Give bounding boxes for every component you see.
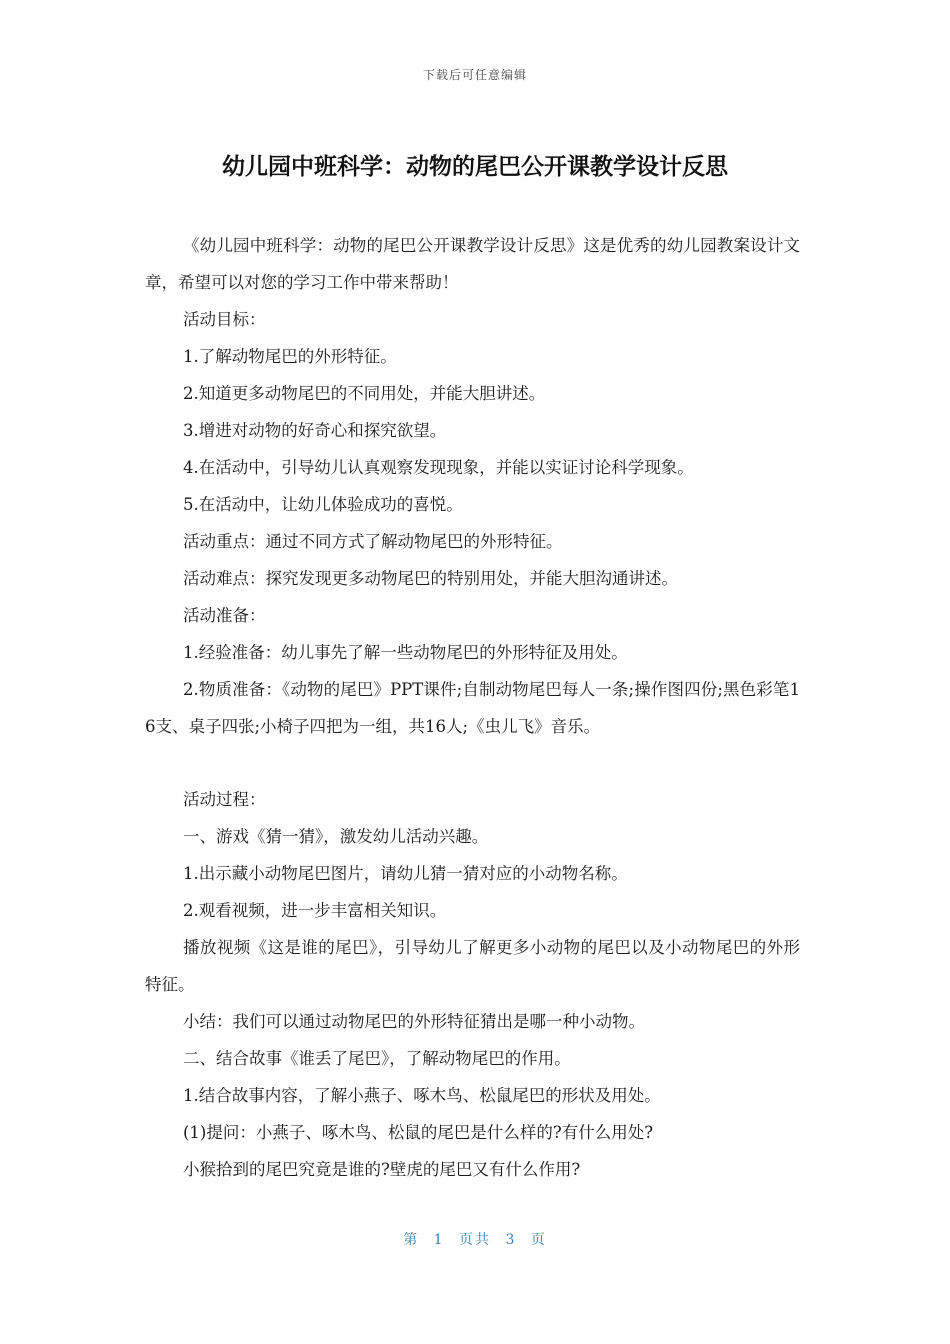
- goal-item: 2.知道更多动物尾巴的不同用处，并能大胆讲述。: [183, 384, 546, 403]
- goal-item: 5.在活动中，让幼儿体验成功的喜悦。: [183, 495, 463, 514]
- key-point-paragraph: 活动重点：通过不同方式了解动物尾巴的外形特征。: [183, 532, 563, 551]
- section-heading-goals: 活动目标：: [183, 310, 266, 329]
- difficulty-paragraph: 活动难点：探究发现更多动物尾巴的特别用处，并能大胆沟通讲述。: [183, 569, 678, 588]
- process-step: 1.出示藏小动物尾巴图片，请幼儿猜一猜对应的小动物名称。: [183, 864, 628, 883]
- goal-item: 1.了解动物尾巴的外形特征。: [183, 347, 397, 366]
- process-step: 播放视频《这是谁的尾巴》，引导幼儿了解更多小动物的尾巴以及小动物尾巴的外形特征。: [145, 938, 800, 994]
- summary-paragraph: 小结：我们可以通过动物尾巴的外形特征猜出是哪一种小动物。: [183, 1012, 645, 1031]
- blank-line: [145, 745, 800, 781]
- process-step: 1.结合故事内容，了解小燕子、啄木鸟、松鼠尾巴的形状及用处。: [183, 1086, 661, 1105]
- document-body: [145, 227, 800, 1188]
- preparation-item: 2.物质准备：《动物的尾巴》PPT课件;自制动物尾巴每人一条;操作图四份;黑色彩笔16支、桌子四张;小椅子四把为一组，共16人;《虫儿飞》音乐。: [145, 680, 800, 736]
- process-step: 二、结合故事《谁丢了尾巴》，了解动物尾巴的作用。: [183, 1049, 571, 1068]
- page-footer: 第 1 页共 3 页: [403, 1232, 547, 1248]
- question-paragraph: (1)提问：小燕子、啄木鸟、松鼠的尾巴是什么样的?有什么用处?: [183, 1123, 654, 1142]
- preparation-item: 1.经验准备：幼儿事先了解一些动物尾巴的外形特征及用处。: [183, 643, 628, 662]
- section-heading-preparation: 活动准备：: [183, 606, 266, 625]
- header-note: 下载后可任意编辑: [422, 68, 527, 82]
- goal-item: 3.增进对动物的好奇心和探究欲望。: [183, 421, 447, 440]
- process-step: 一、游戏《猜一猜》，激发幼儿活动兴趣。: [183, 827, 489, 846]
- intro-paragraph: 《幼儿园中班科学：动物的尾巴公开课教学设计反思》这是优秀的幼儿园教案设计文章，希望可以对您的学习工作中带来帮助！: [145, 236, 800, 292]
- section-heading-process: 活动过程：: [183, 790, 266, 809]
- document-title: 幼儿园中班科学：动物的尾巴公开课教学设计反思: [222, 154, 728, 180]
- question-paragraph: 小猴拾到的尾巴究竟是谁的?壁虎的尾巴又有什么作用?: [183, 1160, 581, 1179]
- goal-item: 4.在活动中，引导幼儿认真观察发现现象，并能以实证讨论科学现象。: [183, 458, 694, 477]
- process-step: 2.观看视频，进一步丰富相关知识。: [183, 901, 447, 920]
